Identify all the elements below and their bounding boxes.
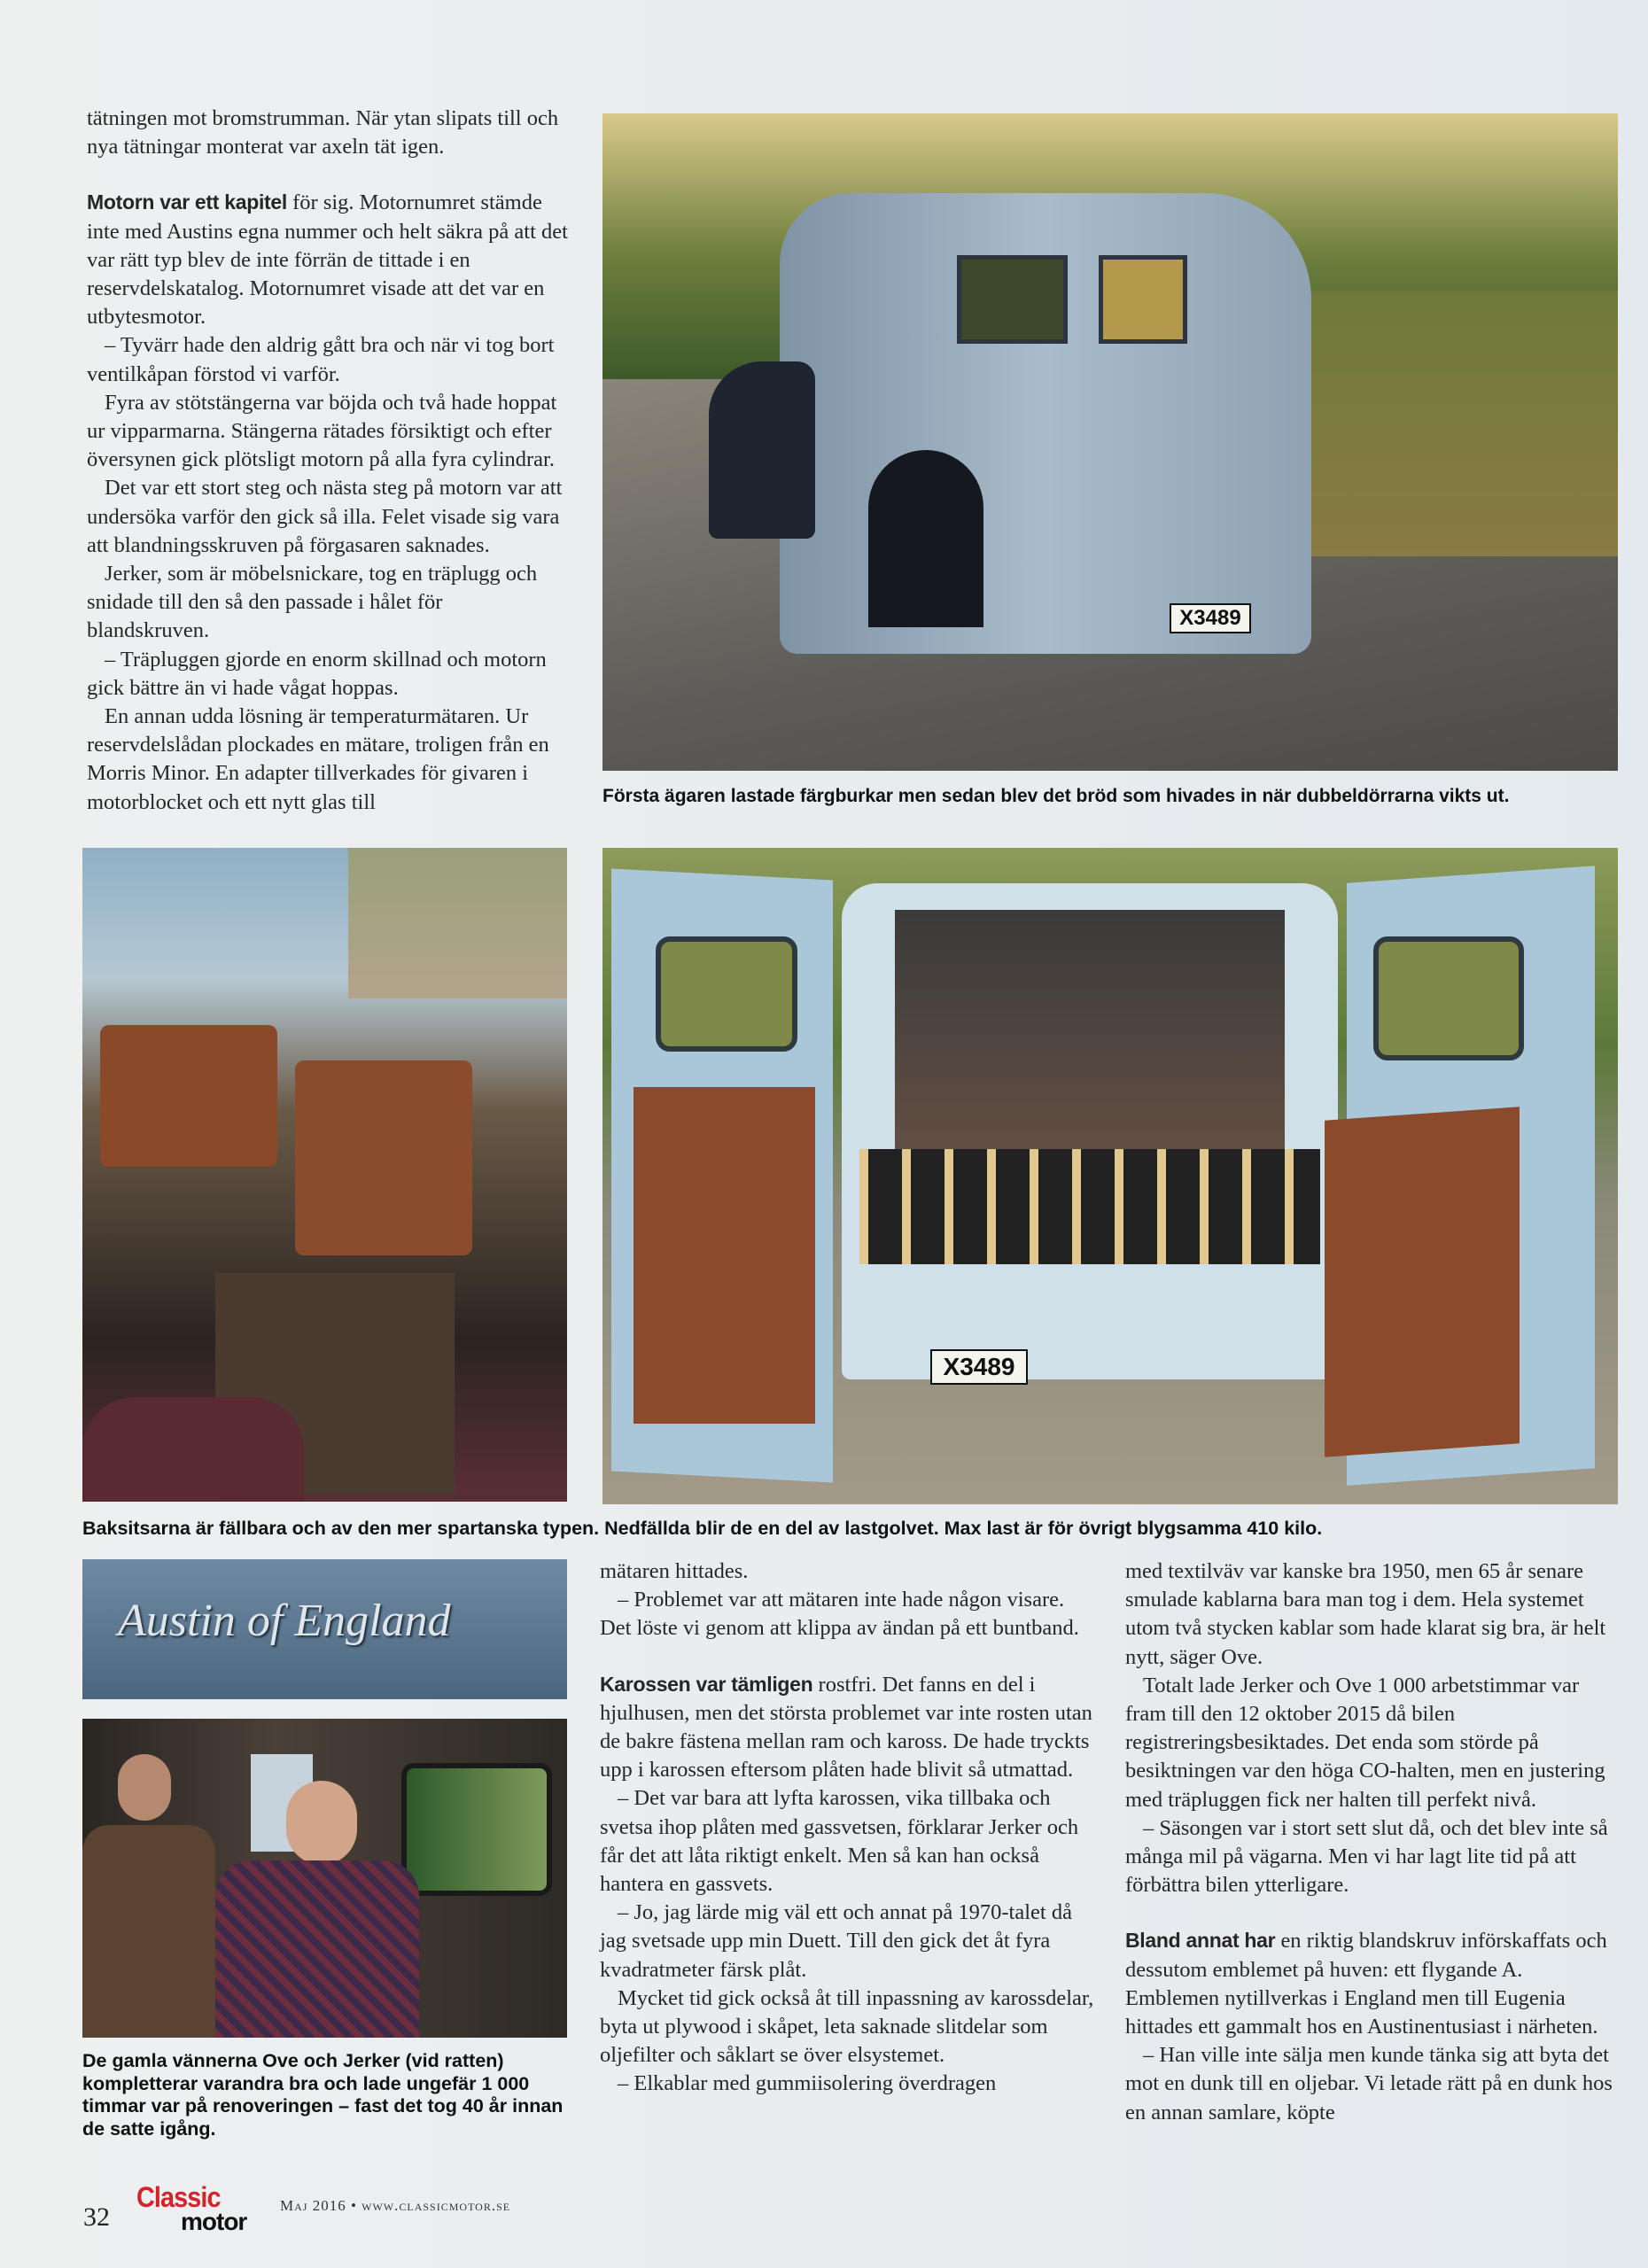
page-footer	[83, 2178, 704, 2240]
paragraph	[87, 560, 570, 646]
paragraph	[600, 1899, 1096, 1984]
paragraph-text: rostfri. Det fanns en del i hjulhusen, men det största problemet var inte rosten utan de bakre fästena mellan ram och kaross. De hade tryckts upp i karossen eftersom plåten hade blivit så utmattad.	[600, 1672, 1092, 1783]
paragraph	[87, 646, 570, 703]
license-plate-2: X3489	[930, 1349, 1028, 1385]
paragraph	[600, 1984, 1096, 2070]
right-text-column	[1125, 1557, 1621, 2127]
paragraph-text: mätaren hittades.	[600, 1559, 749, 1583]
photo-emblem	[82, 1559, 567, 1699]
paragraph-text: tätningen mot bromstrumman. När ytan slipats till och nya tätningar monterat var axeln tät igen.	[87, 106, 559, 159]
paragraph-text: Det var ett stort steg och nästa steg på motorn var att undersöka varför den gick så illa. Felet visade sig vara att blandningsskruven på förgasaren saknades.	[87, 476, 563, 557]
photo-van-rear	[602, 113, 1618, 771]
paragraph-text: – Han ville inte sälja men kunde tänka sig att byta det mot en dunk till en oljebar. Vi letade rätt på en dunk hos en annan samlare, köpte	[1125, 2043, 1613, 2124]
classic-motor-logo	[136, 2181, 278, 2236]
paragraph-text: – Det var bara att lyfta karossen, vika tillbaka och svetsa ihop plåten med gassvetsen, förklarar Jerker och får det att låta riktigt enkelt. Men så kan han också hantera en gassvets.	[600, 1786, 1079, 1897]
caption-owners: De gamla vännerna Ove och Jerker (vid ratten) kompletterar varandra bra och lade ungefär 1 000 timmar var på renoveringen – fast det tog 40 år innan de satte igång.	[82, 2050, 564, 2140]
paragraph-text: Totalt lade Jerker och Ove 1 000 arbetstimmar var fram till den 12 oktober 2015 då bilen registreringsbesiktades. Det enda som störde på besiktningen var den höga CO-halten, men en justering med träpluggen fick ner halten till perfekt nivå.	[1125, 1673, 1605, 1812]
photo-open-rear-doors	[602, 848, 1618, 1504]
paragraph	[87, 188, 570, 331]
paragraph-lead-in: Karossen var tämligen	[600, 1672, 813, 1696]
paragraph-text: med textilväv var kanske bra 1950, men 65 år senare smulade kablarna bara man tog i dem. Hela systemet utom två stycken kablar som hade klarat sig bra, är helt nytt, säger Ove.	[1125, 1559, 1606, 1669]
paragraph-text: En annan udda lösning är temperaturmätaren. Ur reservdelslådan plockades en mätare, troligen från en Morris Minor. En adapter tillverkades för givaren i motorblocket och ett nytt glas till	[87, 704, 549, 814]
paragraph-text: en riktig blandskruv införskaffats och dessutom emblemet på huven: ett flygande A. Emblemen nytillverkas i England men till Eugenia hittades ett gammalt hos en Austinentusiast i närheten.	[1125, 1929, 1607, 2039]
caption-seats: Baksitsarna är fällbara och av den mer spartanska typen. Nedfällda blir de en del av lastgolvet. Max last är för övrigt blygsamma 410 kilo.	[82, 1518, 1323, 1539]
middle-text-column	[600, 1557, 1096, 2099]
paragraph-text: – Problemet var att mätaren inte hade någon visare. Det löste vi genom att klippa av ändan på ett buntband.	[600, 1588, 1079, 1641]
website-link[interactable]: www.classicmotor.se	[361, 2197, 511, 2214]
paragraph	[600, 2070, 1096, 2098]
austin-emblem-script: Austin of England	[118, 1596, 451, 1646]
caption-van-rear: Första ägaren lastade färgburkar men sedan blev det bröd som hivades in när dubbeldörrarna vikts ut.	[602, 786, 1510, 806]
paragraph	[87, 474, 570, 560]
page-number: 32	[83, 2202, 110, 2232]
paragraph	[1125, 1557, 1621, 1672]
logo-classic: Classic	[136, 2181, 221, 2213]
paragraph	[87, 703, 570, 817]
photo-folding-seats	[82, 848, 567, 1502]
left-text-column	[87, 105, 570, 817]
paragraph-text: – Elkablar med gummiisolering överdragen	[618, 2071, 997, 2096]
paragraph	[600, 1586, 1096, 1643]
paragraph	[600, 1557, 1096, 1586]
paragraph	[1125, 1672, 1621, 1814]
paragraph	[87, 389, 570, 475]
paragraph	[87, 105, 570, 161]
paragraph	[1125, 2041, 1621, 2127]
paragraph-text: Fyra av stötstängerna var böjda och två hade hoppat ur vipparmarna. Stängerna rätades försiktigt och efter översynen gick plötsligt motorn på alla fyra cylindrar.	[87, 390, 557, 472]
paragraph-text: – Tyvärr hade den aldrig gått bra och när vi tog bort ventilkåpan förstod vi varför.	[87, 333, 555, 386]
license-plate: X3489	[1170, 603, 1251, 633]
paragraph	[87, 331, 570, 388]
photo-owners	[82, 1719, 567, 2038]
paragraph-lead-in: Bland annat har	[1125, 1929, 1276, 1953]
paragraph	[600, 1784, 1096, 1899]
paragraph-text: – Jo, jag lärde mig väl ett och annat på 1970-talet då jag svetsade upp min Duett. Till den gick det åt fyra kvadratmeter färsk plåt.	[600, 1900, 1072, 1982]
paragraph	[1125, 1926, 1621, 2041]
paragraph-text: – Träpluggen gjorde en enorm skillnad och motorn gick bättre än vi hade vågat hoppas.	[87, 647, 547, 700]
logo-motor: motor	[181, 2208, 247, 2235]
paragraph	[600, 1670, 1096, 1785]
paragraph	[1125, 1814, 1621, 1900]
paragraph-text: för sig. Motornumret stämde inte med Austins egna nummer och helt säkra på att det var rätt typ blev de inte förrän de tittade i en reservdelskatalog. Motornumret visade att det var en utbytesmotor.	[87, 190, 568, 330]
footer-separator: •	[350, 2197, 357, 2214]
paragraph-text: Jerker, som är möbelsnickare, tog en träplugg och snidade till den så den passade i hålet för blandskruven.	[87, 562, 538, 643]
paragraph-text: Mycket tid gick också åt till inpassning av karossdelar, byta ut plywood i skåpet, leta saknade slitdelar som oljefilter och såklart se över elsystemet.	[600, 1985, 1094, 2068]
paragraph-lead-in: Motorn var ett kapitel	[87, 190, 287, 214]
paragraph-text: – Säsongen var i stort sett slut då, och det blev inte så många mil på vägarna. Men vi har lagt lite tid på att förbättra bilen ytterligare.	[1125, 1815, 1608, 1898]
issue-date: Maj 2016	[280, 2197, 346, 2214]
